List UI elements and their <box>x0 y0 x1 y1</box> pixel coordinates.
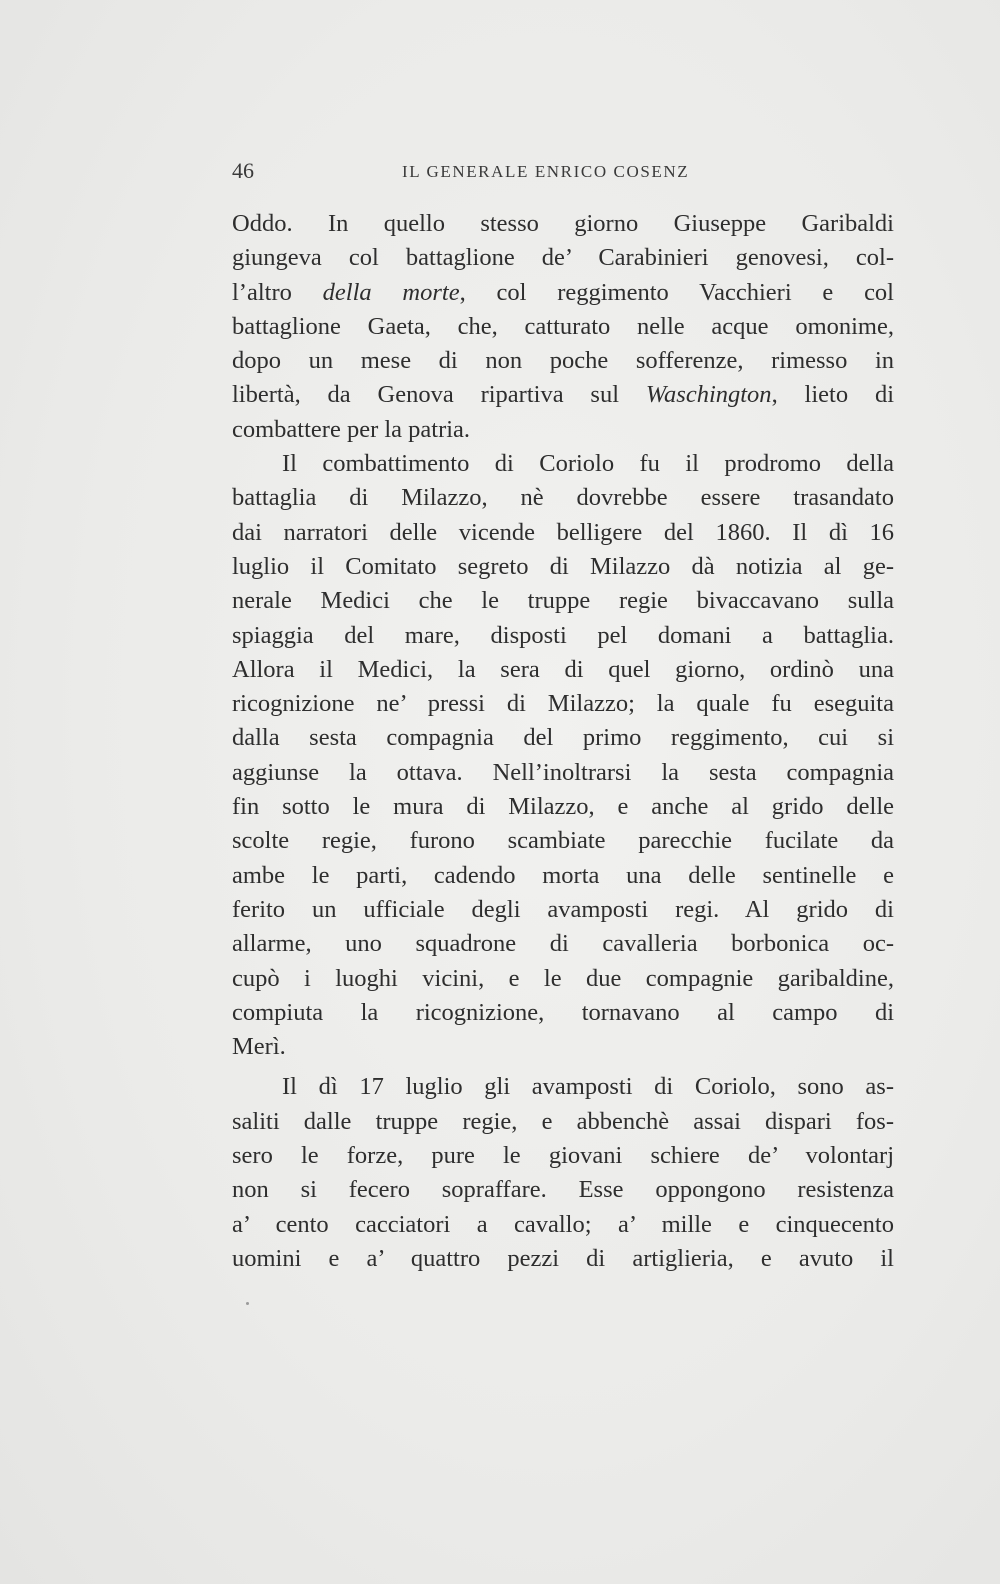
text-line: Merì. <box>232 1033 286 1061</box>
text-line: sero le forze, pure le giovani schiere de’ volontarj <box>232 1142 894 1170</box>
text-line: battaglione Gaeta, che, catturato nelle acque omonime, <box>232 312 894 340</box>
text-line: nerale Medici che le truppe regie bivaccavano sulla <box>232 587 894 615</box>
text-line: ferito un ufficiale degli avamposti regi. Al grido di <box>232 895 894 923</box>
text-line: Il combattimento di Coriolo fu il prodromo della <box>282 450 894 478</box>
text-line: Il dì 17 luglio gli avamposti di Coriolo, sono as- <box>282 1073 894 1101</box>
text-line: Oddo. In quello stesso giorno Giuseppe Garibaldi <box>232 210 894 237</box>
text-line: compiuta la ricognizione, tornavano al campo di <box>232 998 894 1026</box>
text-line: luglio il Comitato segreto di Milazzo dà notizia al ge- <box>232 552 894 580</box>
text-line: giungeva col battaglione de’ Carabinieri genovesi, col- <box>232 244 894 272</box>
page-header <box>232 158 734 188</box>
text-line: scolte regie, furono scambiate parecchie fucilate da <box>232 827 894 855</box>
text-line: combattere per la patria. <box>232 415 471 443</box>
text-line: dopo un mese di non poche sofferenze, rimesso in <box>232 347 894 375</box>
text-line: dalla sesta compagnia del primo reggimento, cui si <box>232 724 894 752</box>
page-number: 46 <box>232 158 254 183</box>
text-line: non si fecero sopraffare. Esse oppongono resistenza <box>232 1176 894 1204</box>
paper-speck <box>246 1302 249 1305</box>
text-line: ambe le parti, cadendo morta una delle sentinelle e <box>232 861 894 889</box>
text-line: dai narratori delle vicende belligere del 1860. Il dì 16 <box>232 518 894 546</box>
text-line: battaglia di Milazzo, nè dovrebbe essere trasandato <box>232 484 894 512</box>
text-line: libertà, da Genova ripartiva sul Waschington, lieto di <box>232 381 894 409</box>
text-line: cupò i luoghi vicini, e le due compagnie garibaldine, <box>232 964 894 992</box>
text-line: a’ cento cacciatori a cavallo; a’ mille e cinquecento <box>232 1210 894 1238</box>
running-title: IL GENERALE ENRICO COSENZ <box>402 162 690 181</box>
text-line: ricognizione ne’ pressi di Milazzo; la quale fu eseguita <box>232 690 894 718</box>
text-line: aggiunse la ottava. Nell’inoltrarsi la sesta compagnia <box>232 758 894 786</box>
body-text <box>232 207 894 1276</box>
text-line: allarme, uno squadrone di cavalleria borbonica oc- <box>232 930 894 958</box>
text-line: Allora il Medici, la sera di quel giorno, ordinò una <box>232 655 894 683</box>
text-line: fin sotto le mura di Milazzo, e anche al grido delle <box>232 793 894 821</box>
text-line: spiaggia del mare, disposti pel domani a battaglia. <box>232 621 894 649</box>
text-line: l’altro della morte, col reggimento Vacchieri e col <box>232 278 894 306</box>
text-line: saliti dalle truppe regie, e abbenchè assai dispari fos- <box>232 1107 894 1135</box>
text-line: uomini e a’ quattro pezzi di artiglieria, e avuto il <box>232 1244 894 1272</box>
